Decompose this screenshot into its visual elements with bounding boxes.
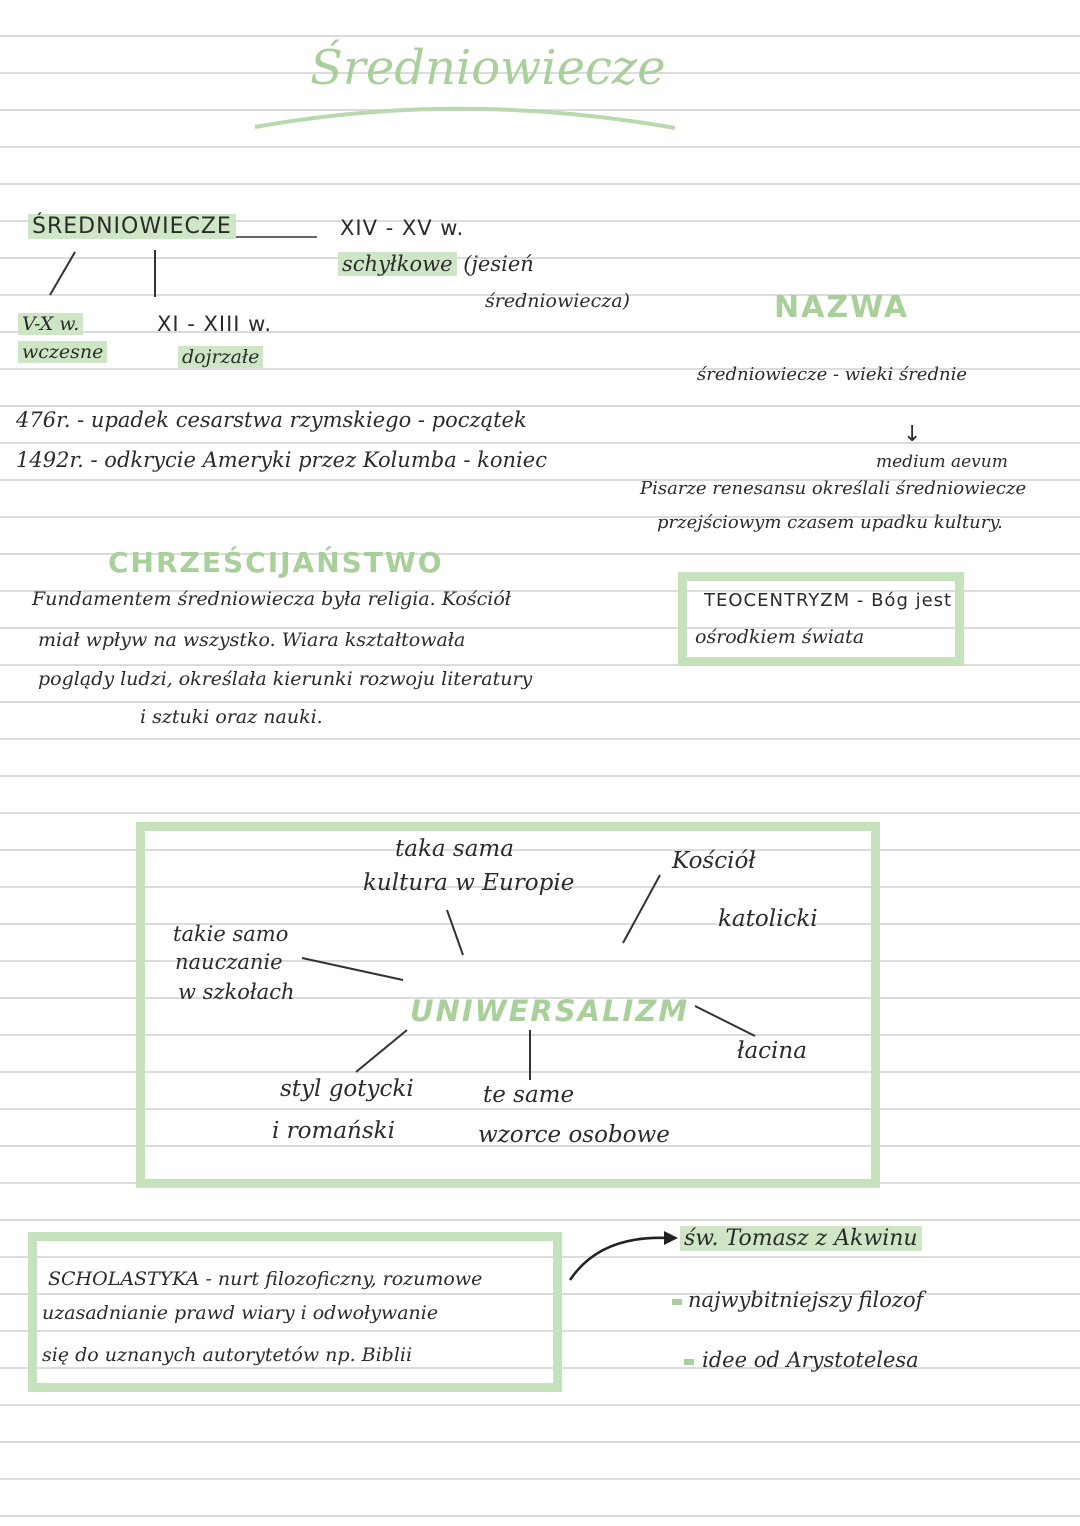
nazwa-line3: Pisarze renesansu określali średniowiecze <box>640 478 1027 499</box>
chrzescijanstwo-line2: miał wpływ na wszystko. Wiara kształtowała <box>38 629 466 651</box>
church-line1: Kościół <box>672 848 756 874</box>
style-line1: styl gotycki <box>280 1076 414 1102</box>
bullet-icon <box>684 1359 694 1365</box>
arrow-head-icon <box>664 1231 678 1245</box>
bullet-icon <box>672 1299 682 1305</box>
nazwa-line4: przejściowym czasem upadku kultury. <box>657 512 1003 533</box>
timeline-branch-early <box>50 252 75 295</box>
style-line2: i romański <box>272 1118 395 1144</box>
title-underline <box>255 109 675 128</box>
date-end: 1492r. - odkrycie Ameryki przez Kolumba - koniec <box>16 448 547 472</box>
chrzescijanstwo-line4: i sztuki oraz nauki. <box>140 706 323 728</box>
early-label: wczesne <box>18 341 107 363</box>
chrzescijanstwo-line1: Fundamentem średniowiecza była religia. Kościół <box>32 588 511 610</box>
chrzescijanstwo-heading: CHRZEŚCIJAŃSTWO <box>108 546 444 579</box>
culture-line2: kultura w Europie <box>363 870 575 896</box>
mature-period: XI - XIII w. <box>157 312 273 336</box>
chrzescijanstwo-line3: poglądy ludzi, określała kierunki rozwoju literatury <box>38 668 533 690</box>
teaching-line3: w szkołach <box>178 980 295 1004</box>
late-label-cont: średniowiecza) <box>485 290 630 312</box>
church-line2: katolicki <box>718 906 818 932</box>
date-start: 476r. - upadek cesarstwa rzymskiego - początek <box>16 408 527 432</box>
down-arrow-icon: ↓ <box>903 422 922 447</box>
models-line1: te same <box>483 1082 575 1108</box>
culture-line1: taka sama <box>395 836 514 862</box>
scholastyka-line2: uzasadnianie prawd wiary i odwoływanie <box>42 1302 439 1324</box>
tomasz-name: św. Tomasz z Akwinu <box>680 1226 922 1251</box>
nazwa-heading: NAZWA <box>774 290 910 325</box>
latin: łacina <box>737 1038 807 1064</box>
scholastyka-line3: się do uznanych autorytetów np. Biblii <box>42 1344 413 1366</box>
tomasz-point2: idee od Arystotelesa <box>684 1348 919 1372</box>
mature-label: dojrzałe <box>178 346 263 368</box>
uniwersalizm-heading: UNIWERSALIZM <box>410 994 690 1028</box>
timeline-main: ŚREDNIOWIECZE <box>28 214 236 239</box>
models-line2: wzorce osobowe <box>478 1122 670 1148</box>
page-title: Średniowiecze <box>310 40 666 96</box>
late-period: XIV - XV w. <box>340 216 465 240</box>
scholastyka-line1: SCHOLASTYKA - nurt filozoficzny, rozumowe <box>48 1268 483 1290</box>
arrow-to-tomasz <box>570 1238 668 1280</box>
early-period: V-X w. <box>18 313 83 335</box>
late-label: schyłkowe (jesień <box>338 252 534 276</box>
teocentryzm-box <box>678 572 964 666</box>
teocentryzm-line1: TEOCENTRYZM - Bóg jest <box>704 590 953 611</box>
teaching-line2: nauczanie <box>175 950 283 974</box>
nazwa-line1: średniowiecze - wieki średnie <box>697 364 967 385</box>
teocentryzm-line2: ośrodkiem świata <box>695 626 865 648</box>
teaching-line1: takie samo <box>173 922 289 946</box>
tomasz-point1: najwybitniejszy filozof <box>672 1288 923 1312</box>
nazwa-line2: medium aevum <box>876 452 1008 472</box>
